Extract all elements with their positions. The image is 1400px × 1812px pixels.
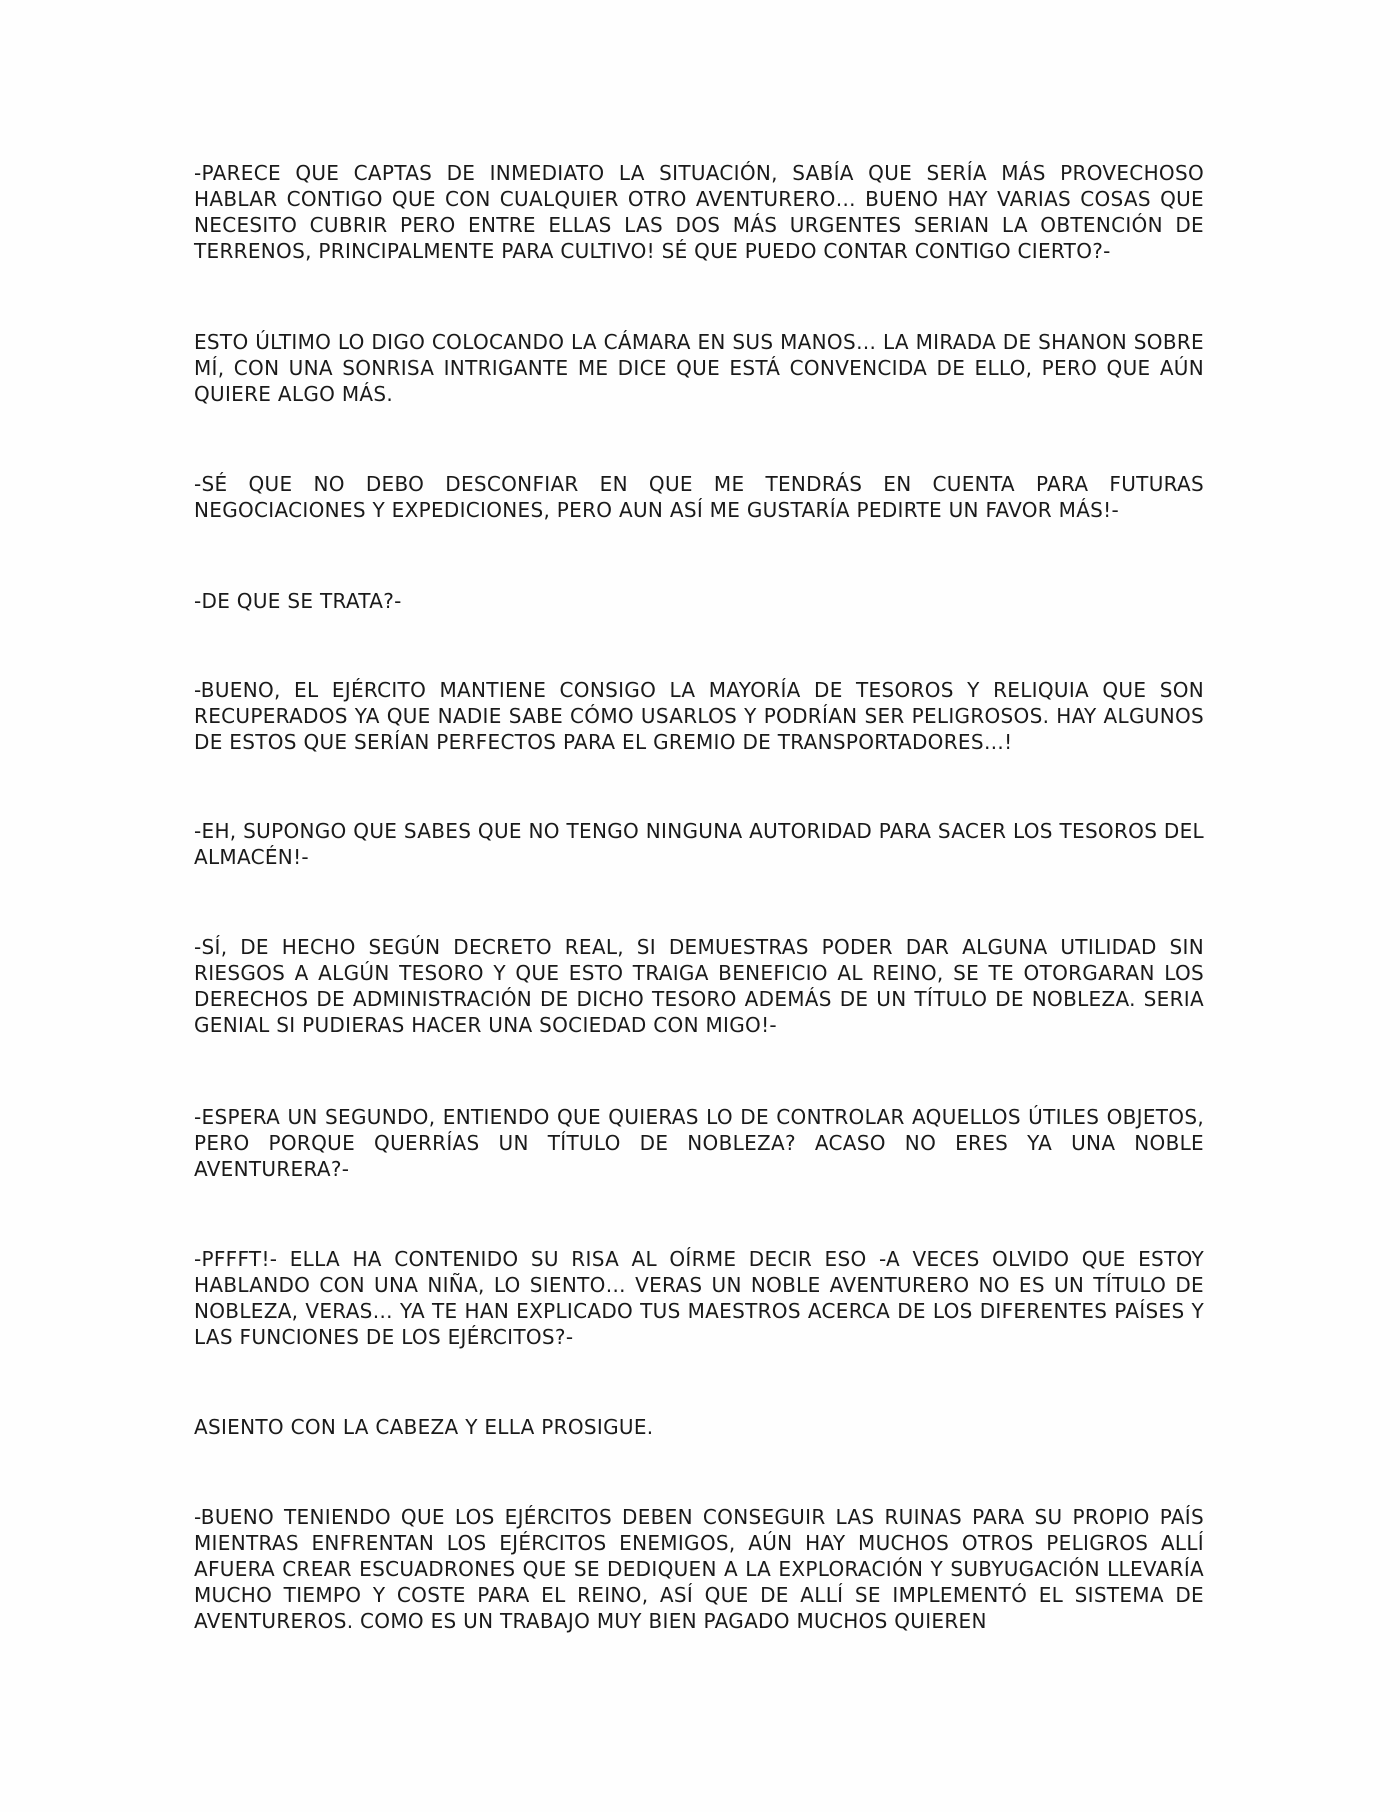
paragraph-8: -ESPERA UN SEGUNDO, ENTIENDO QUE QUIERAS LO DE CONTROLAR AQUELLOS ÚTILES OBJETOS, PERO PORQUE QUERRÍAS UN TÍTULO DE NOBLEZA? ACASO NO ERES YA UNA NOBLE AVENTURERA?- [194,1105,1204,1181]
paragraph-11: -BUENO TENIENDO QUE LOS EJÉRCITOS DEBEN CONSEGUIR LAS RUINAS PARA SU PROPIO PAÍS MIENTRAS ENFRENTAN LOS EJÉRCITOS ENEMIGOS, AÚN HAY MUCHOS OTROS PELIGROS ALLÍ AFUERA CREAR ESCUADRONES QUE SE DEDIQUEN A LA EXPLORACIÓN Y SUBYUGACIÓN LLEVARÍA MUCHO TIEMPO Y COSTE PARA EL REINO, ASÍ QUE DE ALLÍ SE IMPLEMENTÓ EL SISTEMA DE AVENTUREROS. COMO ES UN TRABAJO MUY BIEN PAGADO MUCHOS QUIEREN [194,1505,1204,1633]
paragraph-2: ESTO ÚLTIMO LO DIGO COLOCANDO LA CÁMARA EN SUS MANOS… LA MIRADA DE SHANON SOBRE MÍ, CON UNA SONRISA INTRIGANTE ME DICE QUE ESTÁ CONVENCIDA DE ELLO, PERO QUE AÚN QUIERE ALGO MÁS. [194,330,1204,406]
paragraph-3: -SÉ QUE NO DEBO DESCONFIAR EN QUE ME TENDRÁS EN CUENTA PARA FUTURAS NEGOCIACIONES Y EXPEDICIONES, PERO AUN ASÍ ME GUSTARÍA PEDIRTE UN FAVOR MÁS!- [194,472,1204,522]
paragraph-10: ASIENTO CON LA CABEZA Y ELLA PROSIGUE. [194,1415,654,1439]
paragraph-5: -BUENO, EL EJÉRCITO MANTIENE CONSIGO LA MAYORÍA DE TESOROS Y RELIQUIA QUE SON RECUPERADOS YA QUE NADIE SABE CÓMO USARLOS Y PODRÍAN SER PELIGROSOS. HAY ALGUNOS DE ESTOS QUE SERÍAN PERFECTOS PARA EL GREMIO DE TRANSPORTADORES…! [194,678,1204,754]
paragraph-6: -EH, SUPONGO QUE SABES QUE NO TENGO NINGUNA AUTORIDAD PARA SACER LOS TESOROS DEL ALMACÉN!- [194,819,1204,869]
paragraph-7: -SÍ, DE HECHO SEGÚN DECRETO REAL, SI DEMUESTRAS PODER DAR ALGUNA UTILIDAD SIN RIESGOS A ALGÚN TESORO Y QUE ESTO TRAIGA BENEFICIO AL REINO, SE TE OTORGARAN LOS DERECHOS DE ADMINISTRACIÓN DE DICHO TESORO ADEMÁS DE UN TÍTULO DE NOBLEZA. SERIA GENIAL SI PUDIERAS HACER UNA SOCIEDAD CON MIGO!- [194,935,1204,1037]
paragraph-9: -PFFFT!- ELLA HA CONTENIDO SU RISA AL OÍRME DECIR ESO -A VECES OLVIDO QUE ESTOY HABLANDO CON UNA NIÑA, LO SIENTO… VERAS UN NOBLE AVENTURERO NO ES UN TÍTULO DE NOBLEZA, VERAS… YA TE HAN EXPLICADO TUS MAESTROS ACERCA DE LOS DIFERENTES PAÍSES Y LAS FUNCIONES DE LOS EJÉRCITOS?- [194,1247,1204,1349]
paragraph-4: -DE QUE SE TRATA?- [194,589,402,613]
paragraph-1: -PARECE QUE CAPTAS DE INMEDIATO LA SITUACIÓN, SABÍA QUE SERÍA MÁS PROVECHOSO HABLAR CONTIGO QUE CON CUALQUIER OTRO AVENTURERO… BUENO HAY VARIAS COSAS QUE NECESITO CUBRIR PERO ENTRE ELLAS LAS DOS MÁS URGENTES SERIAN LA OBTENCIÓN DE TERRENOS, PRINCIPALMENTE PARA CULTIVO! SÉ QUE PUEDO CONTAR CONTIGO CIERTO?- [194,161,1204,263]
